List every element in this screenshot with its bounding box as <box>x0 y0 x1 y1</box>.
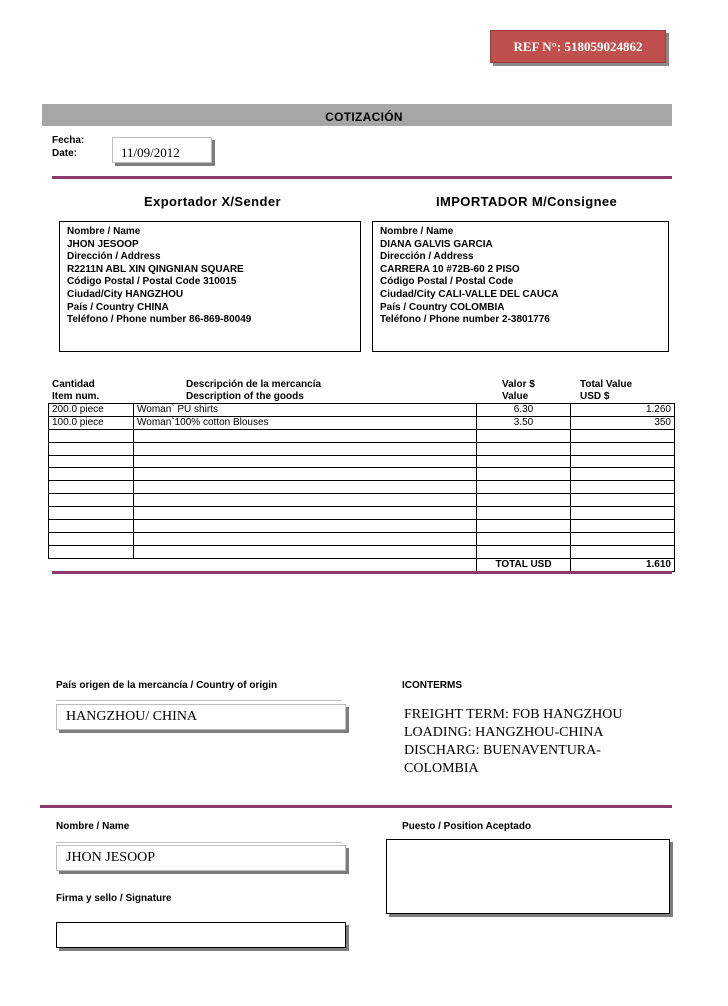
empty-cell <box>134 494 477 507</box>
incoterms-line: LOADING: HANGZHOU-CHINA <box>404 725 604 740</box>
consignee-city: Ciudad/City CALI-VALLE DEL CAUCA <box>380 288 559 300</box>
sender-header: Exportador X/Sender <box>144 194 281 209</box>
value-header <box>502 379 535 403</box>
incoterms-line: DISCHARG: BUENAVENTURA- <box>404 743 601 758</box>
date-field[interactable]: 11/09/2012 <box>112 137 212 163</box>
origin-label: País origen de la mercancía / Country of origin <box>56 680 278 691</box>
items-table <box>48 403 675 572</box>
reference-number-box <box>490 30 666 63</box>
sender-country: País / Country CHINA <box>67 301 169 313</box>
divider-top <box>52 176 672 179</box>
item-desc: Woman`100% cotton Blouses <box>134 416 477 429</box>
totals-row <box>49 558 675 571</box>
empty-cell <box>49 520 134 533</box>
empty-cell <box>134 442 477 455</box>
origin-field[interactable]: HANGZHOU/ CHINA <box>56 704 346 730</box>
empty-cell <box>49 481 134 494</box>
empty-cell <box>571 494 675 507</box>
empty-cell <box>49 532 134 545</box>
empty-cell <box>477 455 571 468</box>
empty-cell <box>49 468 134 481</box>
consignee-address-label: Dirección / Address <box>380 251 474 263</box>
sender-address: R2211N ABL XIN QINGNIAN SQUARE <box>67 263 244 275</box>
table-row-empty <box>49 429 675 442</box>
empty-cell <box>49 455 134 468</box>
empty-cell <box>571 429 675 442</box>
empty-cell <box>134 468 477 481</box>
item-value: 6.30 <box>477 404 571 417</box>
date-label-en: Date: <box>52 148 78 159</box>
sender-name-label: Nombre / Name <box>67 226 141 237</box>
sender-address-label: Dirección / Address <box>67 251 161 263</box>
name-label: Nombre / Name <box>56 821 130 832</box>
empty-cell <box>477 532 571 545</box>
item-desc: Woman` PU shirts <box>134 404 477 417</box>
total-header <box>580 379 632 403</box>
qty-header-es: Cantidad <box>52 379 95 390</box>
divider-items <box>52 571 672 574</box>
table-row-empty <box>49 507 675 520</box>
name-field[interactable]: JHON JESOOP <box>56 845 346 871</box>
item-total: 350 <box>571 416 675 429</box>
reference-number: REF N°: 518059024862 <box>513 38 643 54</box>
table-row-empty <box>49 532 675 545</box>
table-row <box>49 404 675 417</box>
incoterms-label: ICONTERMS <box>402 680 462 691</box>
desc-header <box>186 379 321 403</box>
table-row-empty <box>49 494 675 507</box>
sender-postal-code: Código Postal / Postal Code 310015 <box>67 276 237 288</box>
desc-header-en: Description of the goods <box>186 391 304 402</box>
consignee-country: País / Country COLOMBIA <box>380 301 505 313</box>
empty-cell <box>477 481 571 494</box>
empty-cell <box>49 429 134 442</box>
consignee-name-label: Nombre / Name <box>380 226 454 237</box>
name-rule <box>56 842 342 843</box>
incoterms-line: FREIGHT TERM: FOB HANGZHOU <box>404 707 623 722</box>
empty-cell <box>134 429 477 442</box>
divider-bottom <box>40 805 672 808</box>
incoterms-text <box>404 706 622 778</box>
item-value: 3.50 <box>477 416 571 429</box>
consignee-address: CARRERA 10 #72B-60 2 PISO <box>380 263 520 275</box>
item-qty: 100.0 piece <box>49 416 134 429</box>
position-label: Puesto / Position Aceptado <box>402 821 532 832</box>
sender-city: Ciudad/City HANGZHOU <box>67 288 184 300</box>
empty-cell <box>134 455 477 468</box>
document-title: COTIZACIÓN <box>325 110 403 124</box>
empty-cell <box>477 520 571 533</box>
empty-cell <box>134 507 477 520</box>
total-header-es: Total Value <box>580 379 633 390</box>
desc-header-es: Descripción de la mercancía <box>186 379 322 390</box>
empty-cell <box>477 507 571 520</box>
empty-cell <box>571 507 675 520</box>
totals-value: 1.610 <box>571 558 675 571</box>
qty-header <box>52 379 99 403</box>
consignee-header: IMPORTADOR M/Consignee <box>436 194 618 209</box>
signature-label: Firma y sello / Signature <box>56 893 172 904</box>
table-row-empty <box>49 455 675 468</box>
signature-field[interactable] <box>56 922 346 948</box>
table-row-empty <box>49 442 675 455</box>
sender-box <box>59 221 361 352</box>
total-header-en: USD $ <box>580 391 610 402</box>
totals-blank <box>134 558 477 571</box>
empty-cell <box>134 481 477 494</box>
empty-cell <box>477 494 571 507</box>
empty-cell <box>477 442 571 455</box>
consignee-phone: Teléfono / Phone number 2-3801776 <box>380 314 550 326</box>
consignee-box <box>372 221 669 352</box>
empty-cell <box>571 532 675 545</box>
empty-cell <box>134 532 477 545</box>
date-label-es: Fecha: <box>52 135 85 146</box>
value-header-en: Value <box>502 391 529 402</box>
position-field[interactable] <box>386 839 670 914</box>
empty-cell <box>571 520 675 533</box>
sender-name: JHON JESOOP <box>67 238 139 250</box>
item-total: 1.260 <box>571 404 675 417</box>
incoterms-line: COLOMBIA <box>404 761 479 776</box>
empty-cell <box>477 468 571 481</box>
empty-cell <box>477 429 571 442</box>
consignee-name: DIANA GALVIS GARCIA <box>380 238 493 250</box>
origin-rule <box>56 700 342 701</box>
empty-cell <box>49 494 134 507</box>
empty-cell <box>49 442 134 455</box>
sender-phone: Teléfono / Phone number 86-869-80049 <box>67 314 252 326</box>
table-row-empty <box>49 468 675 481</box>
items-body <box>49 404 675 572</box>
value-header-es: Valor $ <box>502 379 535 390</box>
empty-cell <box>571 455 675 468</box>
totals-label: TOTAL USD <box>477 558 571 571</box>
empty-cell <box>571 481 675 494</box>
empty-cell <box>571 545 675 558</box>
empty-cell <box>571 468 675 481</box>
table-row-empty <box>49 520 675 533</box>
empty-cell <box>571 442 675 455</box>
empty-cell <box>134 545 477 558</box>
table-row <box>49 416 675 429</box>
empty-cell <box>49 507 134 520</box>
empty-cell <box>49 545 134 558</box>
item-qty: 200.0 piece <box>49 404 134 417</box>
qty-header-en: Item num. <box>52 391 100 402</box>
empty-cell <box>477 545 571 558</box>
table-row-empty <box>49 545 675 558</box>
consignee-postal-code: Código Postal / Postal Code <box>380 276 514 288</box>
totals-blank <box>49 558 134 571</box>
table-row-empty <box>49 481 675 494</box>
empty-cell <box>134 520 477 533</box>
